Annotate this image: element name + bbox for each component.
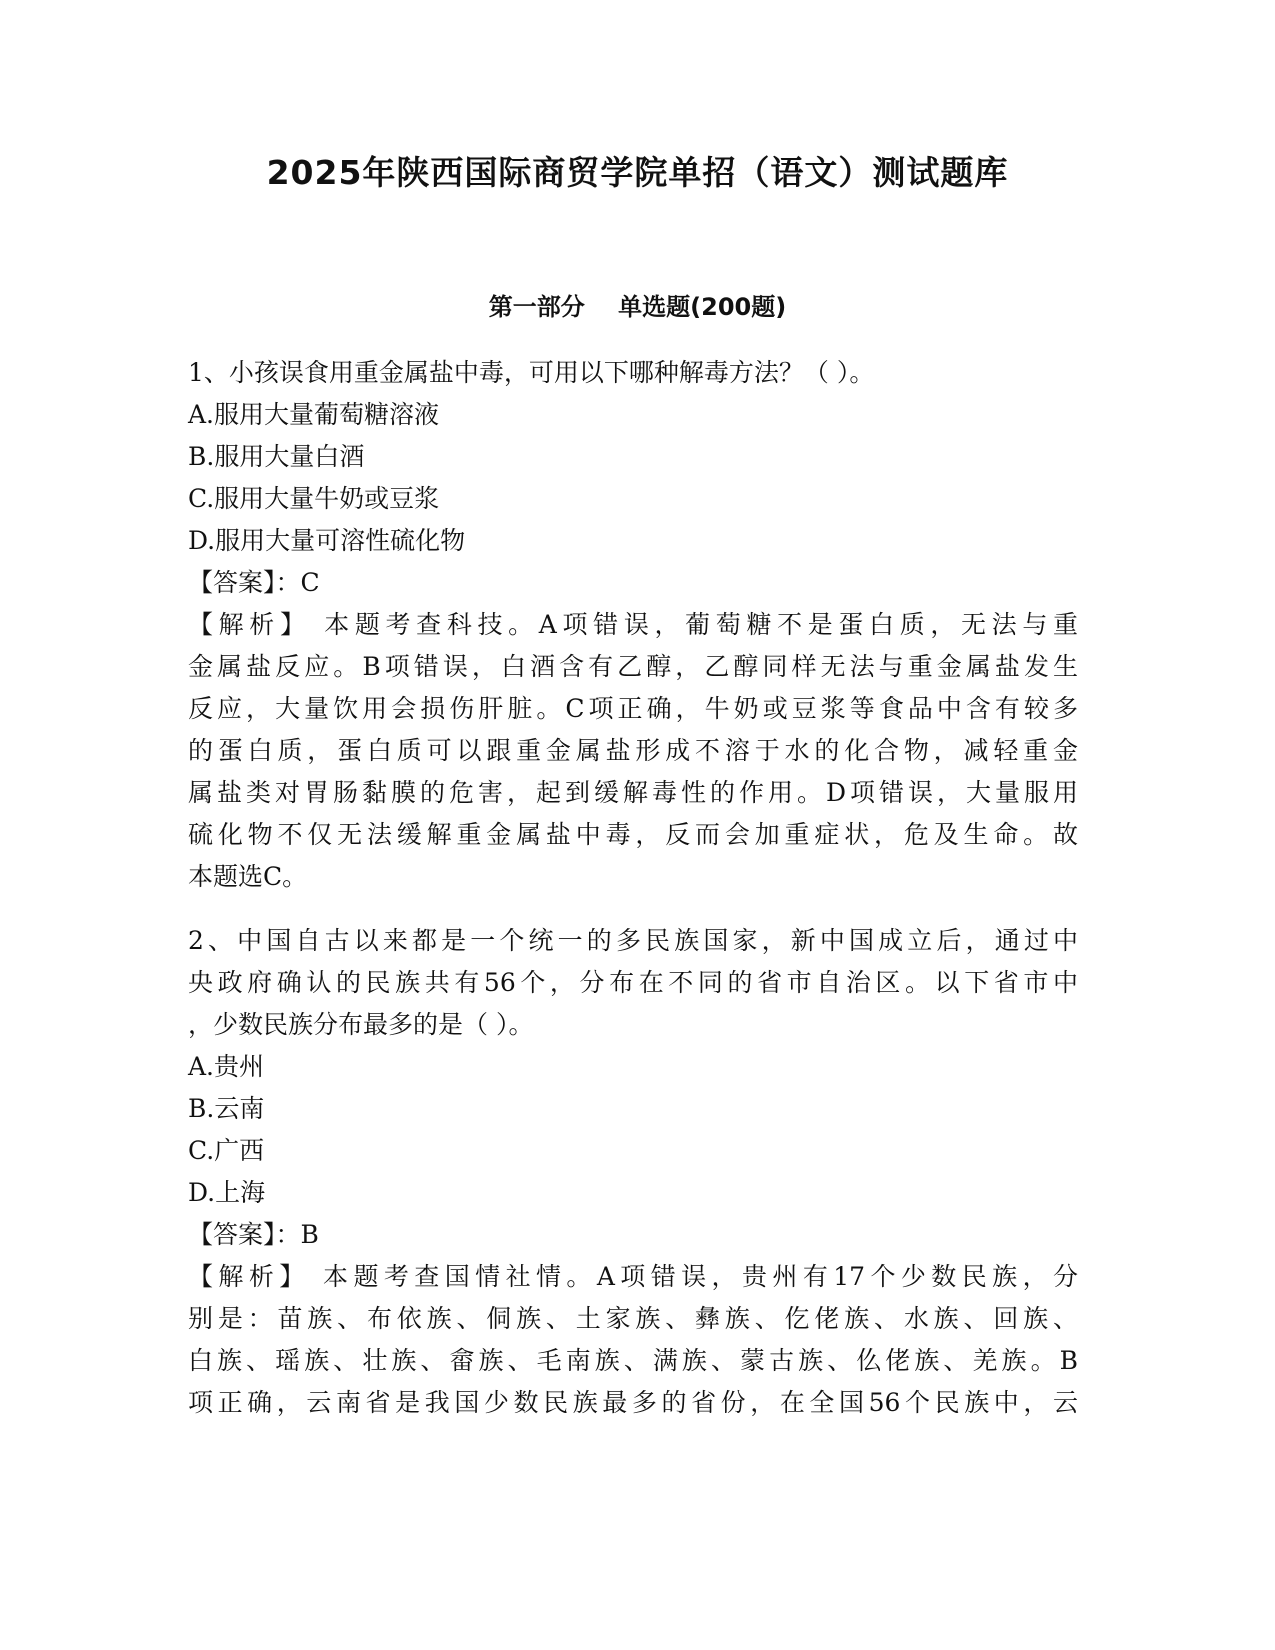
question-list [188,352,1078,1424]
option-a: A.贵州 [188,1052,265,1081]
option-a: A.服用大量葡萄糖溶液 [188,400,440,429]
analysis-line: 别是：苗族、布依族、侗族、土家族、彝族、仡佬族、水族、回族、 [188,1304,1078,1333]
question-spacer [188,898,1078,920]
question-block [188,920,1078,1424]
analysis-line: 项正确，云南省是我国少数民族最多的省份，在全国56个民族中，云 [188,1388,1078,1417]
analysis-line: 属盐类对胃肠黏膜的危害，起到缓解毒性的作用。D项错误，大量服用 [188,778,1078,807]
analysis-line: 【解析】 本题考查科技。A项错误，葡萄糖不是蛋白质，无法与重 [188,610,1078,639]
option-c: C.广西 [188,1136,265,1165]
analysis-line: 反应，大量饮用会损伤肝脏。C项正确，牛奶或豆浆等食品中含有较多 [188,694,1078,723]
analysis-line: 【解析】 本题考查国情社情。A项错误，贵州有17个少数民族，分 [188,1262,1078,1291]
document-title: 2025年陕西国际商贸学院单招（语文）测试题库 [266,153,1009,192]
analysis-line: 本题选C。 [188,862,308,891]
analysis-line: 的蛋白质，蛋白质可以跟重金属盐形成不溶于水的化合物，减轻重金 [188,736,1078,765]
question-stem: 1、小孩误食用重金属盐中毒，可用以下哪种解毒方法？（ ）。 [188,358,875,387]
question-stem: ，少数民族分布最多的是（ ）。 [188,1010,534,1039]
option-b: B.服用大量白酒 [188,442,365,471]
question-stem: 央政府确认的民族共有56个，分布在不同的省市自治区。以下省市中 [188,968,1078,997]
option-b: B.云南 [188,1094,265,1123]
option-c: C.服用大量牛奶或豆浆 [188,484,440,513]
answer-line: 【答案】：C [188,568,320,597]
analysis-line: 金属盐反应。B项错误，白酒含有乙醇，乙醇同样无法与重金属盐发生 [188,652,1078,681]
question-stem: 2、中国自古以来都是一个统一的多民族国家，新中国成立后，通过中 [188,926,1078,955]
section-title: 第一部分 单选题(200题) [488,293,787,321]
option-d: D.服用大量可溶性硫化物 [188,526,466,555]
answer-line: 【答案】：B [188,1220,319,1249]
analysis-line: 硫化物不仅无法缓解重金属盐中毒，反而会加重症状，危及生命。故 [188,820,1078,849]
question-block [188,352,1078,898]
option-d: D.上海 [188,1178,266,1207]
analysis-line: 白族、瑶族、壮族、畲族、毛南族、满族、蒙古族、仫佬族、羌族。B [188,1346,1078,1375]
